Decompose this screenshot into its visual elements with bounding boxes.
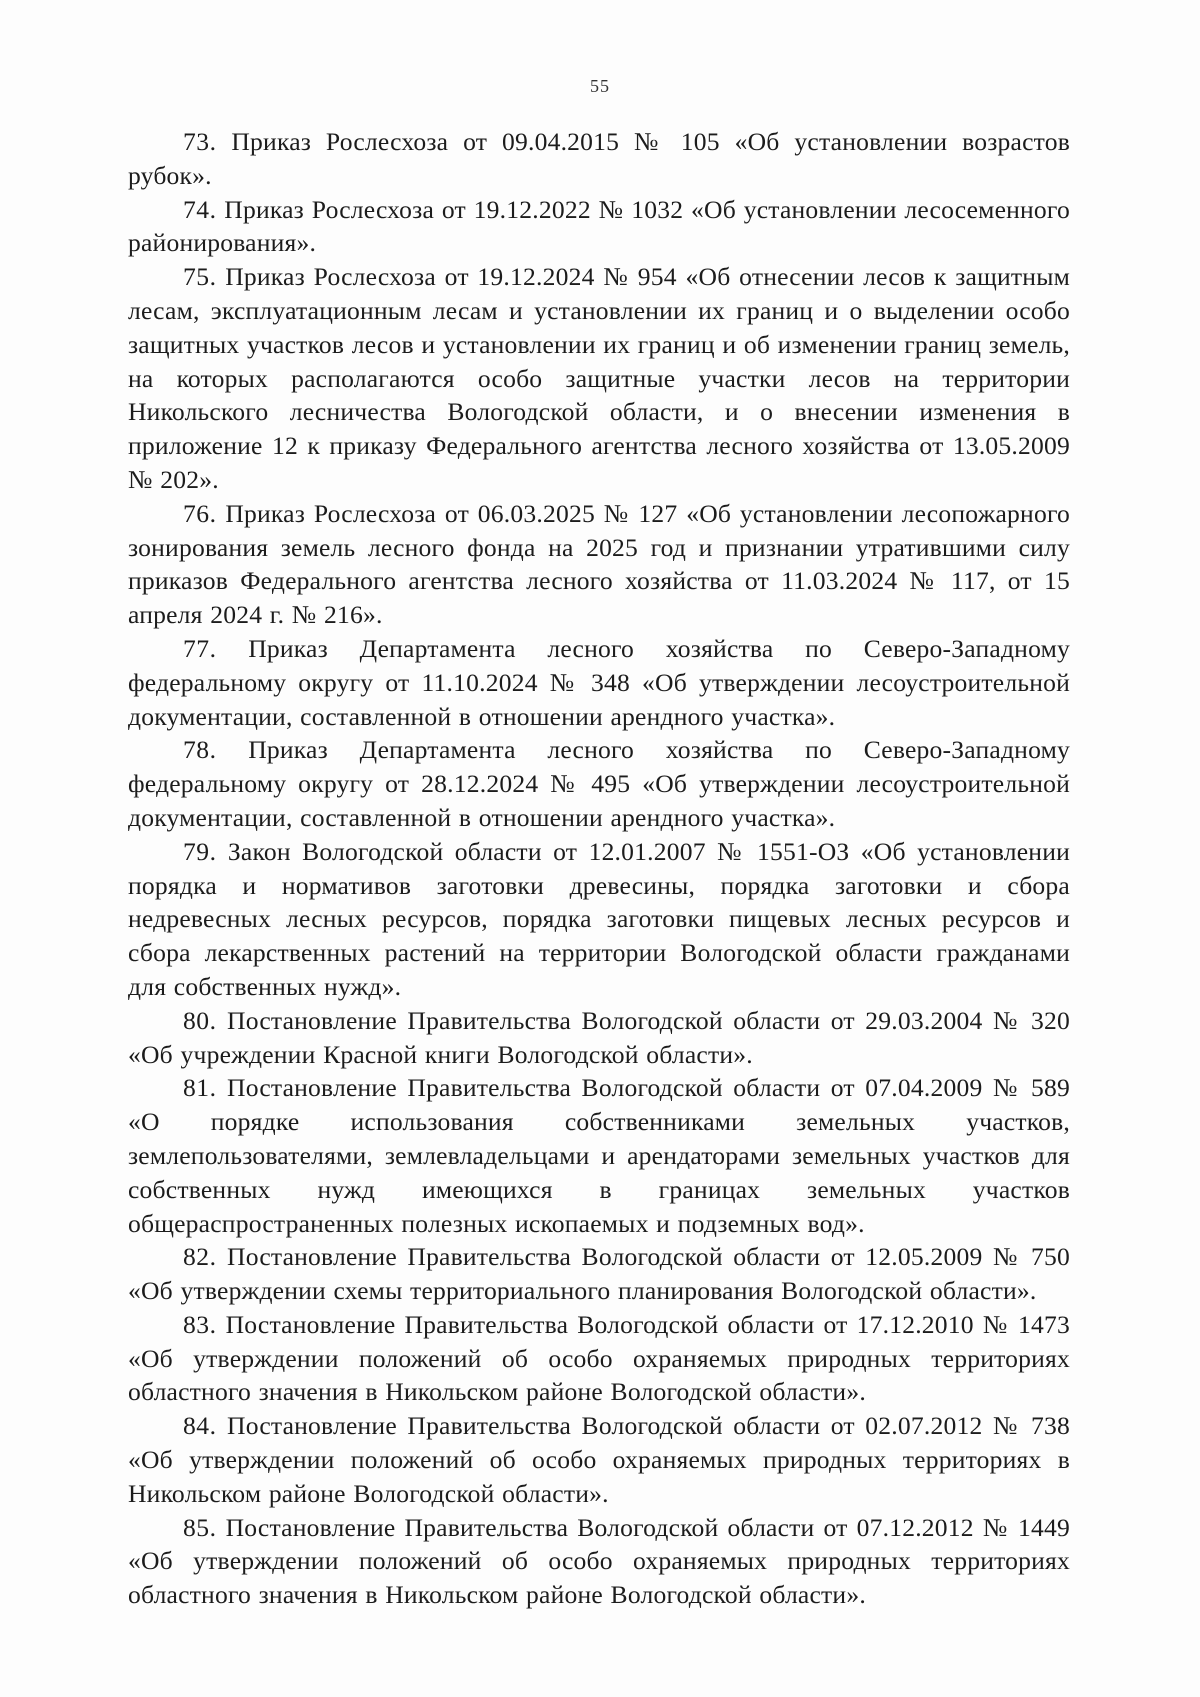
item-number: 83. [183,1309,217,1339]
item-number: 85. [183,1512,217,1542]
item-number: 80. [183,1005,217,1035]
item-text: Закон Вологодской области от 12.01.2007 № 1551-ОЗ «Об установлении порядка и нормативов заготовки древесины, порядка заготовки и сбора недревесных лесных ресурсов, порядка заготовки пищевых лесных ресурсов и сбора лекарственных растений на территории Вологодской области гражданами для собственных нужд». [128,836,1070,1001]
list-item-85 [128,1511,1070,1612]
item-number: 79. [183,836,217,866]
legal-references-list [128,125,1070,1612]
item-text: Приказ Рослесхоза от 19.12.2022 № 1032 «Об установлении лесосеменного районирования». [128,194,1070,258]
list-item-78 [128,733,1070,834]
list-item-81 [128,1071,1070,1240]
item-text: Постановление Правительства Вологодской области от 07.12.2012 № 1449 «Об утверждении положений об особо охраняемых природных территориях областного значения в Никольском районе Вологодской области». [128,1512,1070,1610]
item-number: 77. [183,633,217,663]
item-number: 75. [183,262,217,292]
list-item-80 [128,1004,1070,1072]
list-item-82 [128,1240,1070,1308]
item-number: 82. [183,1242,217,1272]
item-text: Постановление Правительства Вологодской области от 07.04.2009 № 589 «О порядке использования собственниками земельных участков, землепользователями, землевладельцами и арендаторами земельных участков для собственных нужд имеющихся в границах земельных участков общераспространенных полезных ископаемых и подземных вод». [128,1073,1070,1238]
list-item-83 [128,1308,1070,1409]
item-text: Приказ Департамента лесного хозяйства по Северо-Западному федеральному округу от 28.12.2024 № 495 «Об утверждении лесоустроительной документации, составленной в отношении арендного участка». [128,735,1070,832]
item-number: 76. [183,498,217,528]
page-number: 55 [590,76,610,96]
item-text: Постановление Правительства Вологодской области от 02.07.2012 № 738 «Об утверждении положений об особо охраняемых природных территориях в Никольском районе Вологодской области». [128,1411,1070,1508]
list-item-74 [128,193,1070,261]
item-number: 84. [183,1411,217,1441]
item-number: 78. [183,735,217,765]
item-text: Приказ Рослесхоза от 19.12.2024 № 954 «Об отнесении лесов к защитным лесам, эксплуатационным лесам и установлении их границ и о выделении особо защитных участков лесов и установлении их границ и об изменении границ земель, на которых располагаются особо защитные участки лесов на территории Никольского лесничества Вологодской области, и о внесении изменения в приложение 12 к приказу Федерального агентства лесного хозяйства от 13.05.2009 № 202». [128,262,1071,494]
item-text: Постановление Правительства Вологодской области от 17.12.2010 № 1473 «Об утверждении положений об особо охраняемых природных территориях областного значения в Никольском районе Вологодской области». [128,1309,1070,1407]
item-text: Приказ Рослесхоза от 09.04.2015 № 105 «Об установлении возрастов рубок». [128,127,1070,190]
list-item-79 [128,835,1070,1004]
item-text: Приказ Департамента лесного хозяйства по Северо-Западному федеральному округу от 11.10.2024 № 348 «Об утверждении лесоустроительной документации, составленной в отношении арендного участка». [128,633,1070,731]
list-item-75 [128,260,1070,497]
item-text: Приказ Рослесхоза от 06.03.2025 № 127 «Об установлении лесопожарного зонирования земель лесного фонда на 2025 год и признании утратившими силу приказов Федерального агентства лесного хозяйства от 11.03.2024 № 117, от 15 апреля 2024 г. № 216». [128,498,1070,630]
list-item-76 [128,497,1070,632]
list-item-77 [128,632,1070,733]
item-number: 81. [183,1073,217,1103]
item-text: Постановление Правительства Вологодской области от 29.03.2004 № 320 «Об учреждении Красной книги Вологодской области». [128,1005,1070,1069]
item-text: Постановление Правительства Вологодской области от 12.05.2009 № 750 «Об утверждении схемы территориального планирования Вологодской области». [128,1242,1070,1306]
item-number: 73. [183,127,217,156]
list-item-73 [128,125,1070,193]
item-number: 74. [183,194,217,224]
list-item-84 [128,1409,1070,1510]
